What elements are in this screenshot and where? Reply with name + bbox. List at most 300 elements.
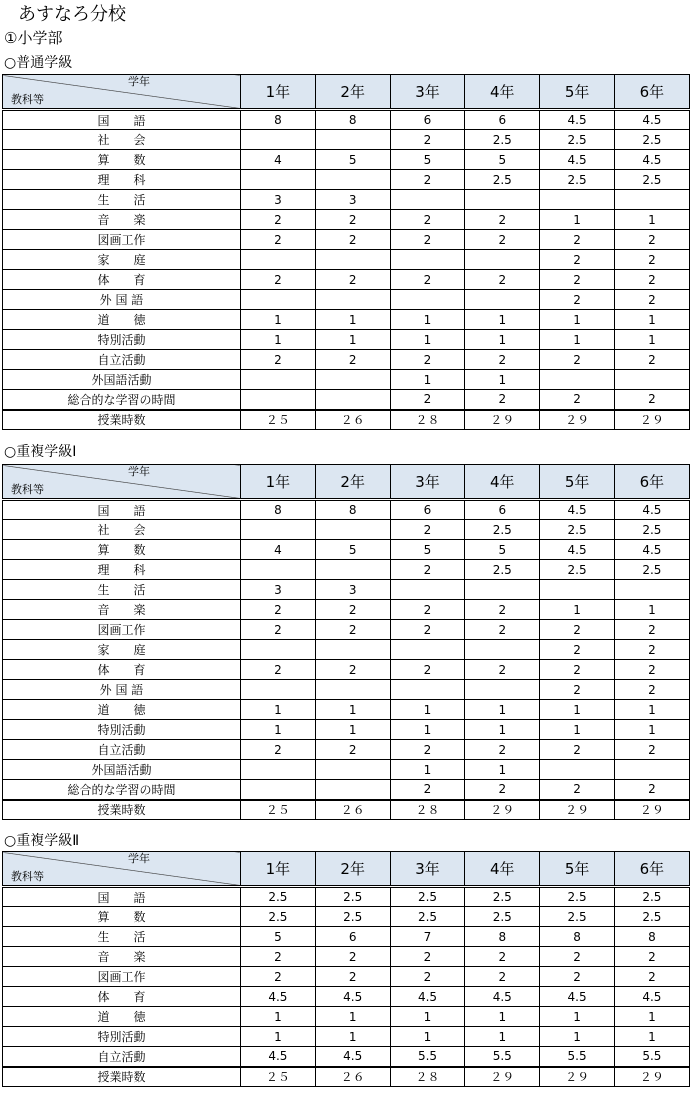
hours-cell: 5.5 [465,1047,540,1067]
table-row [3,170,690,190]
section-title-regular: ○普通学級 [4,55,73,71]
schedule-table-multi-1 [2,464,690,820]
hours-cell [315,290,390,310]
hours-cell: 4.5 [315,1047,390,1067]
hours-cell: 5.5 [390,1047,465,1067]
subject-cell: 社 会 [3,520,241,540]
hours-cell: 2 [540,390,615,410]
schedule-table-regular [2,74,690,430]
section-title-multi-2: ○重複学級Ⅱ [4,833,80,849]
hours-cell: 2 [614,967,689,987]
hours-cell [390,190,465,210]
subject-cell: 総合的な学習の時間 [3,780,241,800]
hours-cell: 1 [390,330,465,350]
hours-cell [540,370,615,390]
subject-cell: 国 語 [3,500,241,520]
hours-cell [540,580,615,600]
grade-header: 3年 [390,75,465,110]
hours-cell: 2 [465,270,540,290]
hours-cell: 2 [390,230,465,250]
hours-cell: 2.5 [390,907,465,927]
total-hours-cell: ２６ [315,410,390,430]
hours-cell: 2 [315,350,390,370]
hours-cell: 1 [540,310,615,330]
hours-cell: 1 [241,700,316,720]
total-label-cell: 授業時数 [3,800,241,820]
total-row [3,1067,690,1087]
total-hours-cell: ２９ [540,1067,615,1087]
hours-cell: 2.5 [465,887,540,907]
hours-cell [465,640,540,660]
subject-cell: 自立活動 [3,1047,241,1067]
hours-cell: 2 [465,780,540,800]
hours-cell: 2 [465,210,540,230]
hours-cell [241,130,316,150]
hours-cell [315,560,390,580]
subject-cell: 国 語 [3,110,241,130]
total-hours-cell: ２５ [241,410,316,430]
hours-cell [465,580,540,600]
hours-cell: 2 [540,350,615,370]
hours-cell [241,560,316,580]
hours-cell: 8 [241,500,316,520]
subject-cell: 特別活動 [3,1027,241,1047]
total-hours-cell: ２９ [465,800,540,820]
table-row [3,1027,690,1047]
hours-cell: 1 [241,1027,316,1047]
hours-cell: 2.5 [614,887,689,907]
hours-cell: 2 [241,230,316,250]
hours-cell: 1 [465,1027,540,1047]
hours-cell [315,250,390,270]
table-row [3,780,690,800]
grade-header: 1年 [241,465,316,500]
hours-cell [540,760,615,780]
table-row [3,250,690,270]
hours-cell: 4.5 [315,987,390,1007]
header-row [3,465,690,500]
subject-cell: 音 楽 [3,600,241,620]
hours-cell: 5 [315,150,390,170]
hours-cell: 4.5 [540,500,615,520]
table-row [3,130,690,150]
hours-cell: 1 [614,1007,689,1027]
hours-cell: 2.5 [540,560,615,580]
hours-cell: 1 [390,720,465,740]
hours-cell: 4.5 [540,987,615,1007]
grade-header: 1年 [241,852,316,887]
subject-cell: 理 科 [3,170,241,190]
subject-cell: 自立活動 [3,740,241,760]
hours-cell: 2 [390,560,465,580]
hours-cell: 6 [315,927,390,947]
table-row [3,150,690,170]
table-row [3,600,690,620]
hours-cell: 5 [315,540,390,560]
hours-cell: 1 [540,700,615,720]
hours-cell: 4 [241,150,316,170]
hours-cell [315,640,390,660]
division-title: ①小学部 [4,29,63,47]
hours-cell: 1 [465,720,540,740]
subject-cell: 道 徳 [3,1007,241,1027]
hours-cell: 1 [540,1027,615,1047]
hours-cell: 1 [390,1007,465,1027]
hours-cell: 4.5 [614,110,689,130]
hours-cell: 1 [241,1007,316,1027]
hours-cell: 2 [614,660,689,680]
table-row [3,720,690,740]
hours-cell: 1 [241,330,316,350]
hours-cell: 4.5 [614,500,689,520]
school-title: あすなろ分校 [18,4,126,25]
hours-cell: 1 [390,1027,465,1047]
hours-cell: 3 [315,190,390,210]
hours-cell: 2.5 [614,130,689,150]
hours-cell: 2 [465,620,540,640]
grade-header: 2年 [315,852,390,887]
table-row [3,680,690,700]
hours-cell [390,680,465,700]
hours-cell: 1 [465,760,540,780]
subject-cell: 道 徳 [3,310,241,330]
table-row [3,887,690,907]
subject-cell: 自立活動 [3,350,241,370]
hours-cell: 1 [614,700,689,720]
hours-cell [540,190,615,210]
hours-cell: 2 [465,390,540,410]
grade-header: 6年 [614,465,689,500]
hours-cell: 2.5 [465,170,540,190]
hours-cell: 2 [614,250,689,270]
table-row [3,310,690,330]
total-label-cell: 授業時数 [3,1067,241,1087]
hours-cell: 2 [540,290,615,310]
hours-cell: 2 [465,230,540,250]
total-hours-cell: ２９ [540,410,615,430]
table-row [3,520,690,540]
total-hours-cell: ２５ [241,800,316,820]
hours-cell [241,640,316,660]
total-label-cell: 授業時数 [3,410,241,430]
hours-cell [241,390,316,410]
schedule-table-multi-2 [2,851,690,1087]
hours-cell: 2 [614,680,689,700]
hours-cell: 4.5 [241,987,316,1007]
hours-cell: 5 [465,150,540,170]
table-row [3,1047,690,1067]
table-row [3,1007,690,1027]
hours-cell: 8 [315,110,390,130]
hours-cell [315,130,390,150]
table-row [3,927,690,947]
hours-cell: 1 [241,310,316,330]
hours-cell: 2.5 [614,170,689,190]
hours-cell: 1 [614,330,689,350]
table-row [3,740,690,760]
hours-cell: 2 [540,780,615,800]
hours-cell: 2 [315,967,390,987]
hours-cell [315,390,390,410]
hours-cell [465,680,540,700]
hours-cell: 2 [465,350,540,370]
table-row [3,350,690,370]
subject-cell: 特別活動 [3,720,241,740]
hours-cell: 6 [390,500,465,520]
subject-cell: 家 庭 [3,250,241,270]
hours-cell: 1 [241,720,316,740]
hours-cell: 7 [390,927,465,947]
table-row [3,270,690,290]
hours-cell: 2.5 [465,907,540,927]
hours-cell: 2 [614,620,689,640]
hours-cell: 4 [241,540,316,560]
hours-cell: 2 [241,620,316,640]
grade-header: 4年 [465,852,540,887]
header-row [3,852,690,887]
hours-cell: 1 [540,600,615,620]
hours-cell: 4.5 [540,110,615,130]
grade-header: 3年 [390,852,465,887]
table-row [3,540,690,560]
hours-cell: 2 [390,520,465,540]
hours-cell: 2 [390,660,465,680]
hours-cell: 2 [465,660,540,680]
hours-cell: 2 [390,740,465,760]
hours-cell: 4.5 [540,540,615,560]
subject-cell: 国 語 [3,887,241,907]
hours-cell: 2 [614,640,689,660]
hours-cell [614,760,689,780]
grade-header: 6年 [614,75,689,110]
subject-cell: 体 育 [3,660,241,680]
hours-cell: 2 [241,660,316,680]
hours-cell: 2 [540,967,615,987]
table-row [3,660,690,680]
hours-cell: 2.5 [614,520,689,540]
hours-cell: 2 [540,947,615,967]
hours-cell [465,190,540,210]
hours-cell: 1 [465,330,540,350]
hours-cell: 2 [390,210,465,230]
total-hours-cell: ２８ [390,410,465,430]
grade-header: 4年 [465,75,540,110]
hours-cell: 2.5 [241,887,316,907]
hours-cell: 2 [241,947,316,967]
hours-cell [241,520,316,540]
table-row [3,640,690,660]
hours-cell: 4.5 [614,150,689,170]
hours-cell: 1 [315,1007,390,1027]
hours-cell: 2.5 [465,520,540,540]
subject-cell: 音 楽 [3,947,241,967]
hours-cell: 1 [614,720,689,740]
subject-cell: 総合的な学習の時間 [3,390,241,410]
header-corner-cell [3,75,241,110]
subject-axis-label: 教科等 [11,870,44,883]
hours-cell: 2 [315,947,390,967]
hours-cell: 8 [540,927,615,947]
hours-cell: 2 [614,230,689,250]
hours-cell [614,580,689,600]
subject-cell: 理 科 [3,560,241,580]
table-row [3,580,690,600]
hours-cell: 1 [540,720,615,740]
grade-header: 5年 [540,465,615,500]
subject-cell: 社 会 [3,130,241,150]
hours-cell: 8 [241,110,316,130]
hours-cell: 1 [465,370,540,390]
hours-cell: 1 [390,370,465,390]
hours-cell: 1 [465,1007,540,1027]
hours-cell [614,370,689,390]
total-hours-cell: ２８ [390,1067,465,1087]
hours-cell: 2.5 [614,907,689,927]
subject-cell: 外国語活動 [3,370,241,390]
hours-cell: 2 [540,680,615,700]
table-row [3,700,690,720]
hours-cell: 2 [315,230,390,250]
grade-header: 5年 [540,75,615,110]
hours-cell: 2 [614,390,689,410]
table-row [3,947,690,967]
total-hours-cell: ２６ [315,1067,390,1087]
subject-cell: 家 庭 [3,640,241,660]
hours-cell: 2.5 [390,887,465,907]
hours-cell: 1 [315,1027,390,1047]
table-row [3,500,690,520]
hours-cell [315,170,390,190]
hours-cell [241,760,316,780]
hours-cell: 2.5 [540,520,615,540]
hours-cell: 4.5 [390,987,465,1007]
hours-cell: 2 [390,947,465,967]
hours-cell [390,580,465,600]
hours-cell: 2 [614,947,689,967]
hours-cell: 2 [540,250,615,270]
subject-cell: 特別活動 [3,330,241,350]
hours-cell [465,290,540,310]
total-hours-cell: ２９ [540,800,615,820]
hours-cell: 4.5 [465,987,540,1007]
hours-cell: 1 [614,310,689,330]
hours-cell: 5.5 [540,1047,615,1067]
hours-cell: 1 [315,310,390,330]
total-hours-cell: ２９ [465,410,540,430]
hours-cell: 5.5 [614,1047,689,1067]
hours-cell: 4.5 [614,987,689,1007]
table-row [3,110,690,130]
hours-cell: 4.5 [540,150,615,170]
subject-cell: 算 数 [3,540,241,560]
hours-cell: 2 [390,620,465,640]
hours-cell: 2 [614,350,689,370]
hours-cell: 5 [390,540,465,560]
hours-cell: 2 [241,270,316,290]
hours-cell: 2 [241,967,316,987]
hours-cell: 2.5 [465,130,540,150]
table-row [3,330,690,350]
hours-cell: 2 [390,170,465,190]
hours-cell: 8 [465,927,540,947]
subject-cell: 図画工作 [3,620,241,640]
hours-cell: 2 [241,600,316,620]
subject-cell: 図画工作 [3,967,241,987]
total-hours-cell: ２９ [614,410,689,430]
grade-axis-label: 学年 [128,75,150,88]
hours-cell: 2 [241,740,316,760]
subject-cell: 図画工作 [3,230,241,250]
grade-axis-label: 学年 [128,852,150,865]
hours-cell: 2 [614,740,689,760]
hours-cell: 1 [540,1007,615,1027]
subject-cell: 算 数 [3,150,241,170]
hours-cell: 2 [315,210,390,230]
grade-header: 4年 [465,465,540,500]
hours-cell: 1 [614,210,689,230]
total-row [3,800,690,820]
hours-cell [315,370,390,390]
hours-cell [315,780,390,800]
header-corner-cell [3,852,241,887]
hours-cell: 3 [315,580,390,600]
hours-cell: 2 [614,270,689,290]
hours-cell: 2.5 [241,907,316,927]
hours-cell: 2 [390,270,465,290]
subject-cell: 音 楽 [3,210,241,230]
hours-cell [241,170,316,190]
subject-cell: 外 国 語 [3,680,241,700]
hours-cell: 8 [315,500,390,520]
hours-cell: 2 [390,600,465,620]
hours-cell: 1 [315,330,390,350]
hours-cell: 2.5 [315,907,390,927]
hours-cell [315,680,390,700]
hours-cell: 2 [315,270,390,290]
subject-cell: 算 数 [3,907,241,927]
hours-cell: 5 [241,927,316,947]
hours-cell: 2 [540,740,615,760]
hours-cell: 2.5 [540,170,615,190]
total-hours-cell: ２９ [614,800,689,820]
grade-header: 3年 [390,465,465,500]
hours-cell: 2 [315,600,390,620]
grade-header: 2年 [315,75,390,110]
subject-cell: 生 活 [3,580,241,600]
hours-cell [465,250,540,270]
hours-cell: 2 [540,640,615,660]
subject-cell: 道 徳 [3,700,241,720]
hours-cell: 1 [614,600,689,620]
total-hours-cell: ２８ [390,800,465,820]
hours-cell: 1 [390,700,465,720]
hours-cell: 2 [614,780,689,800]
header-corner-cell [3,465,241,500]
total-hours-cell: ２６ [315,800,390,820]
hours-cell: 2 [315,620,390,640]
hours-cell: 2 [241,210,316,230]
subject-cell: 生 活 [3,927,241,947]
hours-cell: 2.5 [465,560,540,580]
hours-cell: 2 [540,660,615,680]
hours-cell [390,640,465,660]
hours-cell: 1 [315,720,390,740]
hours-cell [315,760,390,780]
hours-cell: 5 [390,150,465,170]
hours-cell: 2 [465,967,540,987]
hours-cell: 6 [465,110,540,130]
subject-cell: 体 育 [3,270,241,290]
